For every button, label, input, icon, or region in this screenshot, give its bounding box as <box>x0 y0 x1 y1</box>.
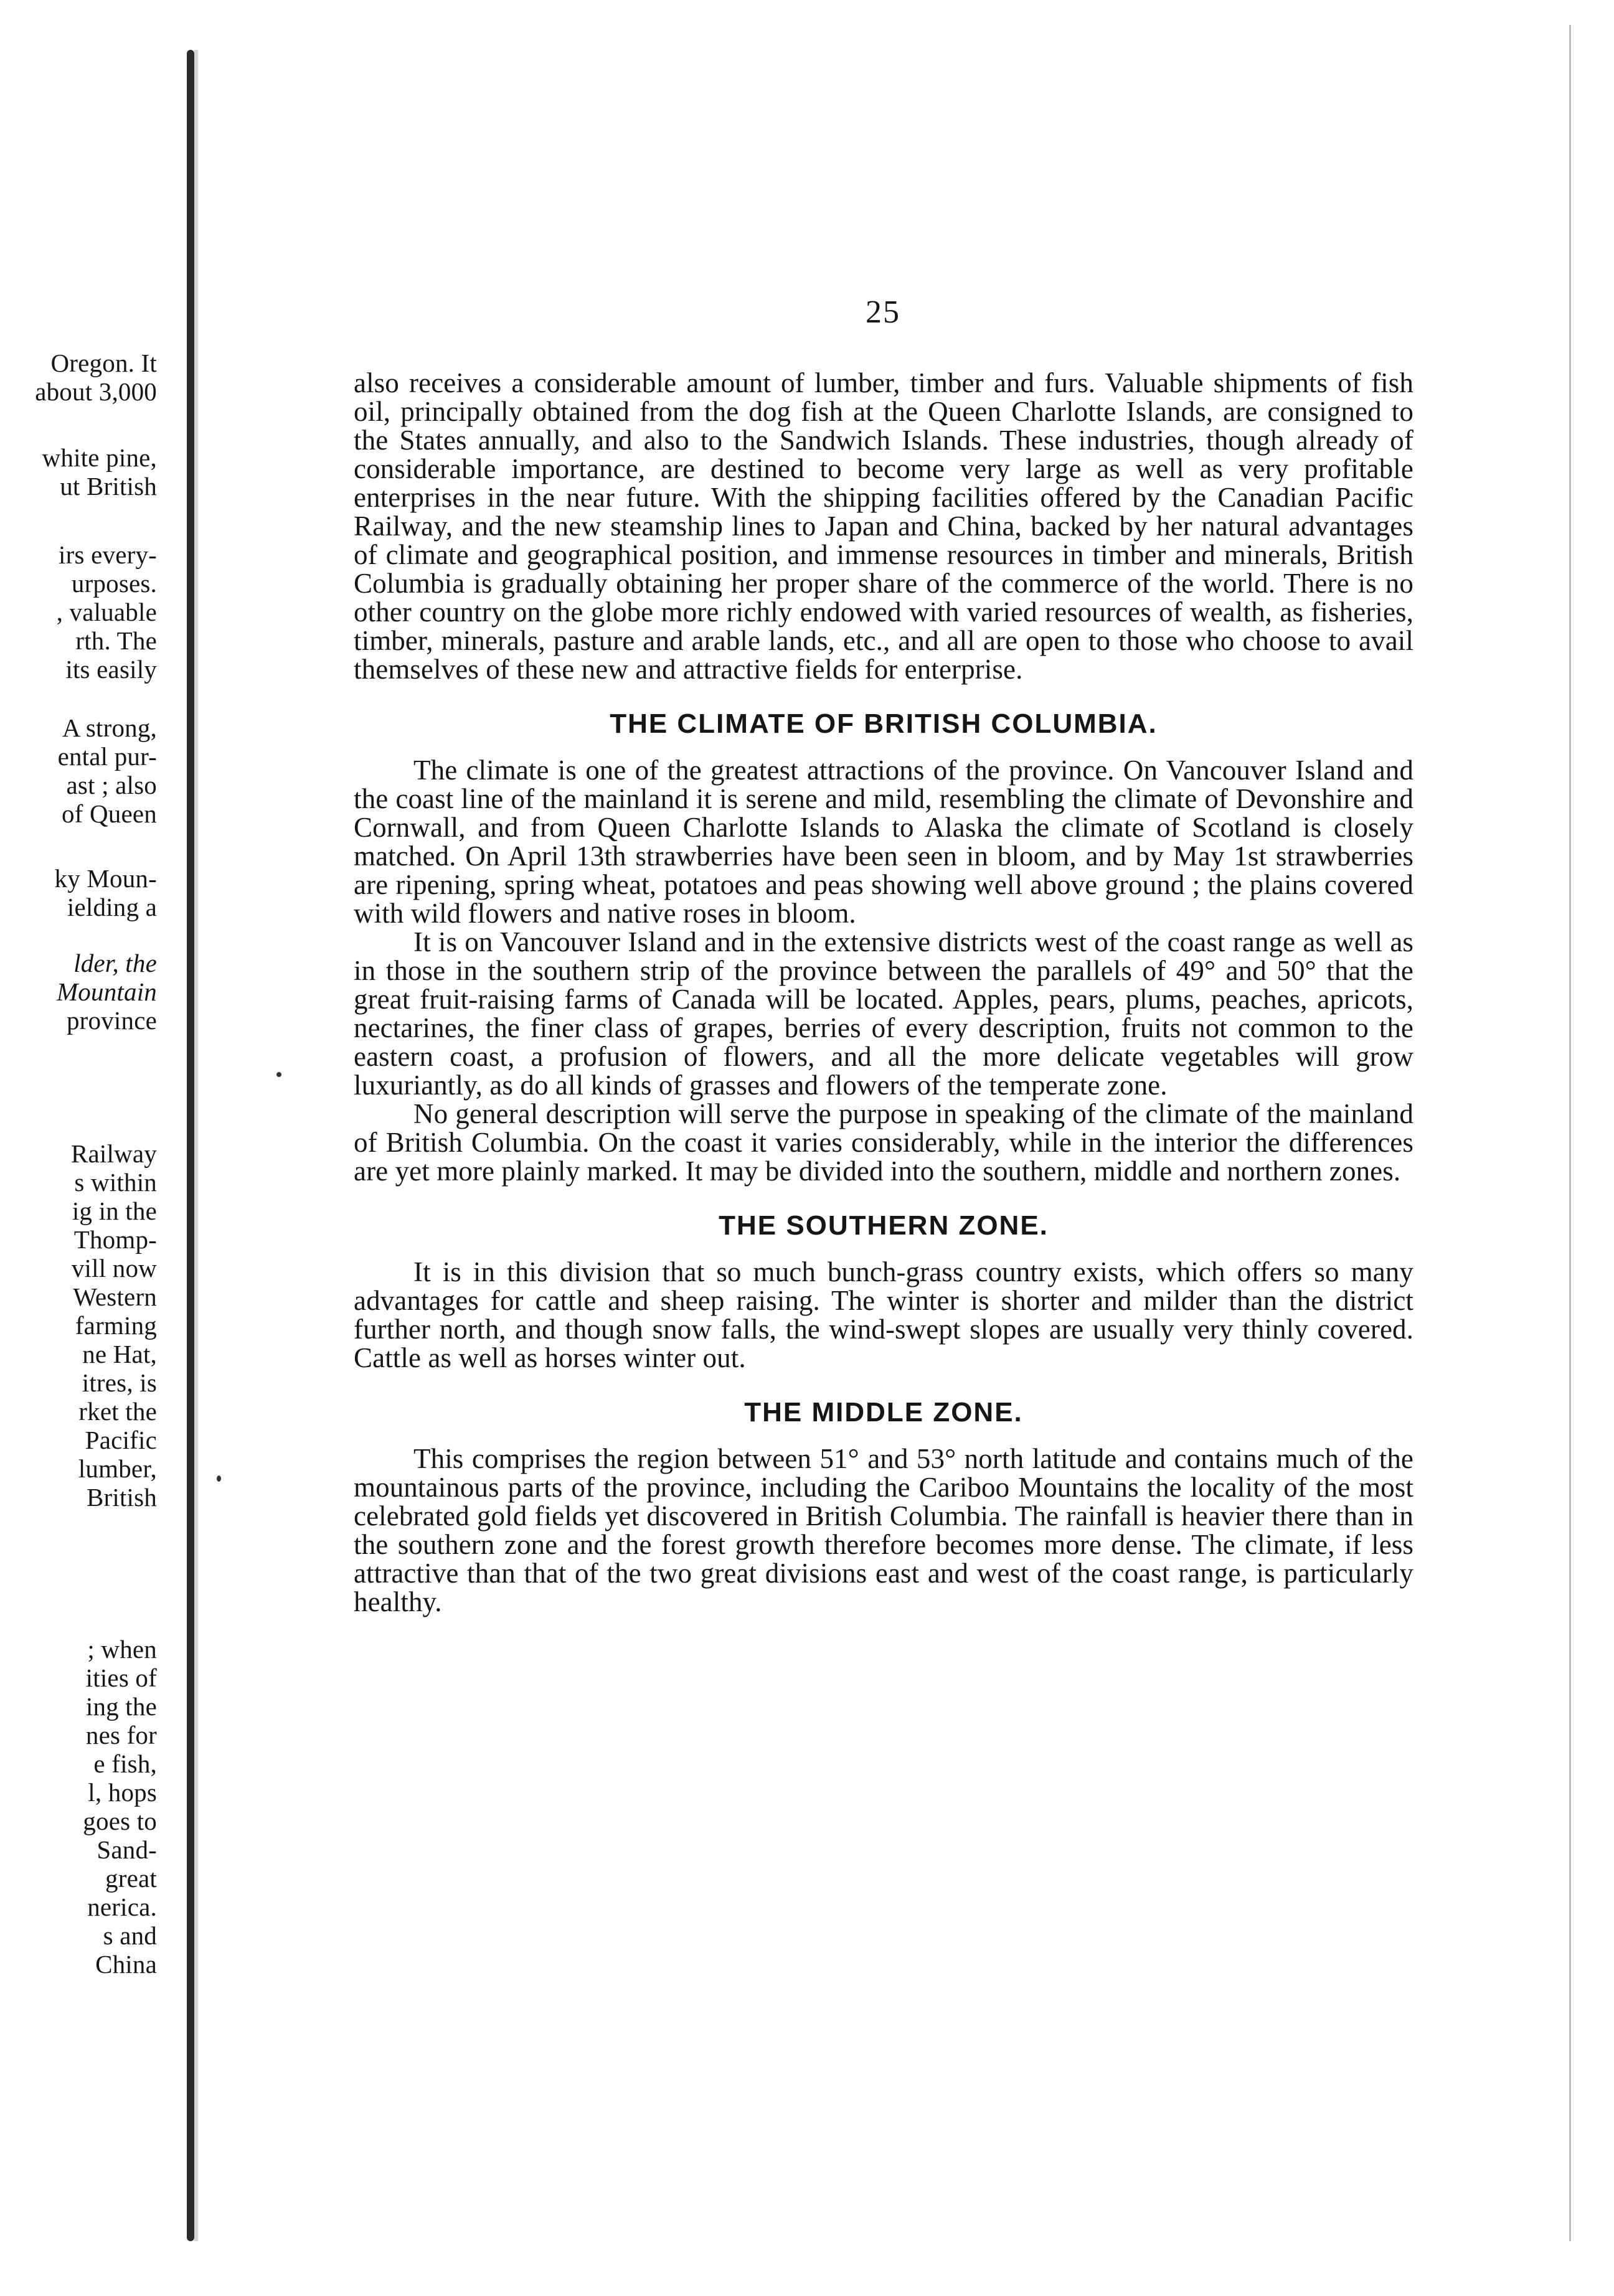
left-fragment-line: ; when <box>87 1635 157 1663</box>
southern-zone-paragraph: It is in this division that so much bunch-grass country exists, which offers so many advantages for cattle and sheep raising. The winter is shorter and milder than the district further north, and though snow falls, the wind-swept slopes are usually very thinly covered. Cattle as well as horses winter out. <box>354 1256 1413 1373</box>
left-fragment-line: ast ; also <box>66 771 157 799</box>
left-fragment-line: lumber, <box>78 1454 157 1483</box>
left-fragment-line: Railway <box>70 1139 157 1168</box>
left-fragment-line: Oregon. It <box>50 349 157 377</box>
left-fragment-line: Mountain <box>56 977 157 1006</box>
left-fragment-line: great <box>105 1864 157 1893</box>
climate-paragraph-2: It is on Vancouver Island and in the extensive districts west of the coast range as well as in those in the southern strip of the province between the parallels of 49° and 50° that the great fruit-raising farms of Canada will be located. Apples, pears, plums, peaches, apricots, nectarines, the finer class of grapes, berries of every description, fruits not common to the eastern coast, a profusion of flowers, and all the more delicate vegetables will grow luxuriantly, as do all kinds of grasses and flowers of the temperate zone. <box>354 926 1413 1101</box>
left-fragment-line: ne Hat, <box>82 1340 157 1368</box>
left-fragment-line: A strong, <box>62 713 157 742</box>
main-text-column <box>354 369 1413 1616</box>
left-fragment-line: China <box>95 1950 157 1978</box>
heading-climate: THE CLIMATE OF BRITISH COLUMBIA. <box>610 708 1158 739</box>
left-fragment-line: farming <box>75 1311 157 1340</box>
middle-zone-paragraph: This comprises the region between 51° and 53° north latitude and contains much of the mountainous parts of the province, including the Cariboo Mountains the locality of the most celebrated gold fields yet discovered in British Columbia. The rainfall is heavier there than in the southern zone and the forest growth therefore becomes more dense. The climate, if less attractive than that of the two great divisions east and west of the coast range, is particularly healthy. <box>354 1443 1413 1617</box>
left-fragment-line: ing the <box>85 1692 157 1721</box>
left-fragment-line: ut British <box>60 472 157 501</box>
left-fragment-line: its easily <box>65 655 157 684</box>
left-fragment-line: of Queen <box>61 799 157 828</box>
left-fragment-line: ky Moun- <box>54 864 157 893</box>
left-fragment-line: itres, is <box>82 1368 157 1397</box>
heading-southern-zone: THE SOUTHERN ZONE. <box>719 1210 1049 1241</box>
left-fragment-line: vill now <box>71 1254 157 1282</box>
left-fragment-line: s within <box>74 1168 157 1197</box>
left-fragment-line: s and <box>103 1921 157 1950</box>
left-fragment-line: nes for <box>85 1721 157 1749</box>
page-number: 25 <box>866 294 900 330</box>
left-fragment-line: lder, the <box>73 949 157 977</box>
left-fragment-line: British <box>86 1483 157 1512</box>
left-fragment-line: ities of <box>85 1663 157 1692</box>
heading-middle-zone: THE MIDDLE ZONE. <box>744 1397 1023 1428</box>
climate-paragraph-1: The climate is one of the greatest attractions of the province. On Vancouver Island and the coast line of the mainland it is serene and mild, resembling the climate of Devonshire and Cornwall, and from Queen Charlotte Islands to Alaska the climate of Scotland is closely matched. On April 13th strawberries have been seen in bloom, and by May 1st strawberries are ripening, spring wheat, potatoes and peas showing well above ground ; the plains covered with wild flowers and native roses in bloom. <box>354 755 1413 929</box>
left-fragment-line: irs every- <box>59 540 157 569</box>
intro-paragraph: also receives a considerable amount of lumber, timber and furs. Valuable shipments of fish oil, principally obtained from the dog fish at the Queen Charlotte Islands, are consigned to the States annually, and also to the Sandwich Islands. These industries, though already of considerable importance, are destined to become very large as well as very profitable enterprises in the near future. With the shipping facilities offered by the Canadian Pacific Railway, and the new steamship lines to Japan and China, backed by her natural advantages of climate and geographical position, and immense resources in timber and minerals, British Columbia is gradually obtaining her proper share of the commerce of the world. There is no other country on the globe more richly endowed with varied resources of wealth, as fisheries, timber, minerals, pasture and arable lands, etc., and all are open to those who choose to avail themselves of these new and attractive fields for enterprise. <box>354 367 1413 685</box>
page-right-edge <box>1569 25 1571 2241</box>
left-fragment-line: nerica. <box>87 1893 157 1921</box>
left-fragment-line: e fish, <box>93 1749 157 1778</box>
gutter-shadow <box>194 50 198 2241</box>
left-fragment-line: , valuable <box>56 598 157 626</box>
ink-speck <box>276 1072 281 1077</box>
climate-paragraph-3: No general description will serve the purpose in speaking of the climate of the mainland of British Columbia. On the coast it varies considerably, while in the interior the differences are yet more plainly marked. It may be divided into the southern, middle and northern zones. <box>354 1098 1413 1187</box>
left-fragment-line: rth. The <box>75 626 157 655</box>
left-fragment-line: province <box>66 1006 157 1035</box>
left-fragment-line: urposes. <box>71 569 157 598</box>
left-fragment-line: about 3,000 <box>35 377 157 406</box>
left-fragment-line: Sand- <box>97 1835 157 1864</box>
left-fragment-line: white pine, <box>42 443 157 472</box>
left-fragment-line: l, hops <box>88 1778 157 1807</box>
left-fragment-line: ielding a <box>67 893 157 921</box>
binding-gutter <box>187 50 194 2241</box>
left-fragment-line: Pacific <box>85 1426 157 1454</box>
left-page-fragment <box>0 0 162 2296</box>
left-fragment-line: ental pur- <box>57 742 157 771</box>
left-fragment-line: goes to <box>83 1807 157 1835</box>
left-fragment-line: ig in the <box>72 1197 157 1225</box>
left-fragment-line: rket the <box>78 1397 157 1426</box>
ink-speck <box>217 1475 221 1482</box>
left-fragment-line: Thomp- <box>73 1225 157 1254</box>
left-fragment-line: Western <box>73 1282 157 1311</box>
